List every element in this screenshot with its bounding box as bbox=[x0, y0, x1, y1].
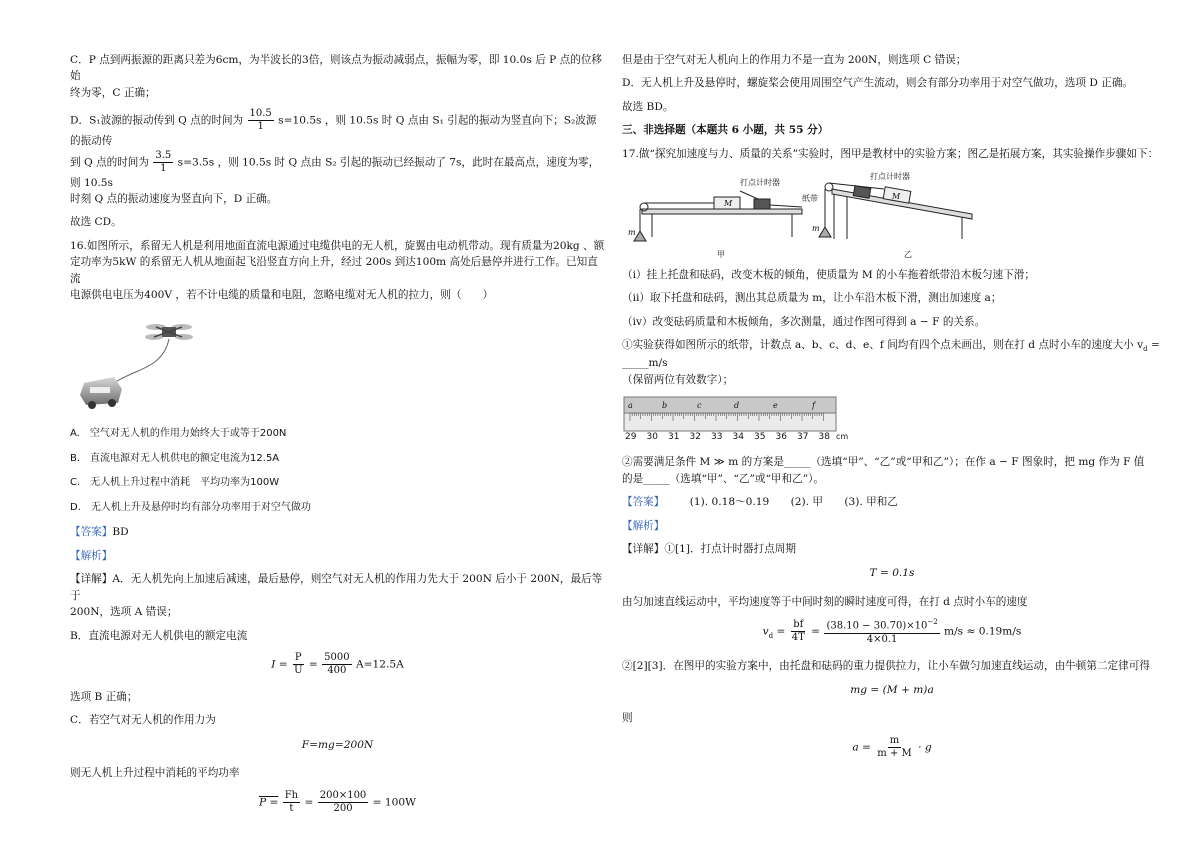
ruler-number: 30 bbox=[646, 432, 658, 442]
ruler-unit: cm bbox=[836, 432, 849, 442]
answer-1: (1). 0.18～0.19 bbox=[689, 496, 770, 509]
text-segment: D．S₁波源的振动传到 Q 点的时间为 bbox=[70, 114, 244, 127]
answer-line bbox=[70, 524, 605, 540]
question-16-stem: 16.如图所示，系留无人机是利用地面直流电源通过电缆供电的无人机，旋翼由电动机带动。现有质量为20kg 、额 定功率为5kW 的系留无人机从地面起飞沿竖直方向上升，经过 200s 到达100m 高处后悬停并进行工作。已知直流 电源供电电压为400V ，若不计电缆的质量和电阻，忽略电缆对无人机的拉力，则（ ） bbox=[70, 239, 605, 302]
detail-power: 则无人机上升过程中消耗的平均功率 bbox=[70, 767, 240, 780]
right-text-3: 故选 BD。 bbox=[622, 100, 674, 113]
answer-tag: 【答案】 bbox=[70, 526, 113, 539]
tape-point-label: c bbox=[697, 401, 702, 411]
detail-c: C．若空气对无人机的作用力为 bbox=[70, 714, 216, 727]
label-timer: 打点计时器 bbox=[870, 172, 910, 182]
equation-acceleration: a = $\frac{m}{m + M}$ · g bbox=[852, 734, 932, 759]
right-text-2: D．无人机上升及悬停时，螺旋桨会使用周围空气产生流动，则会有部分功率用于对空气做功，选项 D 正确。 bbox=[622, 77, 1134, 90]
detail-4: 则 bbox=[622, 712, 633, 725]
ruler-number: 32 bbox=[689, 432, 701, 442]
drone bbox=[145, 324, 193, 340]
answer-tag: 【答案】 bbox=[622, 496, 665, 509]
tape-point-label: f bbox=[812, 401, 815, 411]
equation-force: F=mg=200N bbox=[301, 738, 374, 751]
equation-velocity: $v_d$ = $\frac{bf}{4T}$ = $\frac{(38.10 - 30.70)\times 10^{-2}}{4\times 0.1}$ m/s ≈ 0.19m/s bbox=[762, 618, 1022, 645]
step-1: （ⅰ）挂上托盘和砝码，改变木板的倾角，使质量为 M 的小车拖着纸带沿木板匀速下滑； bbox=[622, 269, 1035, 282]
tape-point-label: a bbox=[628, 401, 633, 411]
label-tape: 纸带 bbox=[802, 194, 818, 204]
answer-value: BD bbox=[112, 526, 129, 539]
label-m: m bbox=[812, 224, 820, 234]
label-M: M bbox=[892, 192, 901, 202]
text-segment: 到 Q 点的时间为 bbox=[70, 156, 149, 169]
fraction: $\frac{10.5}{1}$ bbox=[249, 108, 272, 133]
tape-point-label: b bbox=[662, 401, 668, 411]
label-m: m bbox=[628, 228, 636, 238]
label-jia: 甲 bbox=[717, 250, 725, 260]
detail-3: ②[2][3]．在图甲的实验方案中，由托盘和砝码的重力提供拉力，让小车做匀加速直线运动，由牛顿第二定律可得 bbox=[622, 659, 1150, 672]
tape-point-label: e bbox=[773, 401, 778, 411]
ruler-number: 31 bbox=[668, 432, 680, 442]
equation-newton: mg = (M + m)a bbox=[850, 684, 934, 696]
answer-line bbox=[622, 494, 1162, 510]
detail-a: 【详解】A．无人机先向上加速后减速，最后悬停，则空气对无人机的作用力先大于 200N 后小于 200N，最后等于 200N，选项 A 错误； bbox=[70, 573, 603, 619]
tethered-drone-figure bbox=[74, 313, 234, 418]
paper-tape-ruler bbox=[622, 395, 1162, 446]
equation-current: I = $\frac{P}{U}$ = $\frac{5000}{400}$ A=12.5A bbox=[271, 651, 404, 676]
equation-period: T = 0.1s bbox=[869, 567, 915, 580]
option-b: B. 直流电源对无人机供电的额定电流为12.5A bbox=[70, 452, 280, 464]
analysis-tag: 【解析】 bbox=[70, 549, 113, 562]
ruler-number: 33 bbox=[711, 432, 723, 442]
detail-b-ok: 选项 B 正确； bbox=[70, 690, 138, 703]
equation-power: P = $\frac{Fh}{t}$ = $\frac{200\times 100}{200}$ = 100W bbox=[258, 789, 417, 814]
ruler-number: 34 bbox=[732, 432, 744, 442]
right-text-1: 但是由于空气对无人机向上的作用力不是一直为 200N，则选项 C 错误； bbox=[622, 54, 967, 66]
fraction: $\frac{3.5}{1}$ bbox=[155, 149, 172, 174]
text-line: 终为零，C 正确； bbox=[70, 86, 156, 99]
label-timer: 打点计时器 bbox=[740, 178, 780, 188]
ruler-number: 37 bbox=[797, 432, 809, 442]
ruler-number: 35 bbox=[754, 432, 766, 442]
experiment-figure bbox=[622, 169, 1162, 261]
ground-vehicle bbox=[80, 377, 122, 409]
figure-jia bbox=[634, 191, 802, 241]
label-yi: 乙 bbox=[904, 250, 912, 260]
option-d-explanation bbox=[70, 108, 605, 207]
tape-point-label: d bbox=[734, 401, 740, 411]
ruler-number: 29 bbox=[625, 432, 637, 442]
detail-b: B．直流电源对无人机供电的额定电流 bbox=[70, 629, 248, 642]
ruler-number: 38 bbox=[818, 432, 830, 442]
text-line: C．P 点到两振源的距离只差为6cm，为半波长的3倍，则该点为振动减弱点，振幅为零，即 10.0s 后 P 点的位移始 bbox=[70, 54, 603, 83]
answer-3: (3). 甲和乙 bbox=[844, 496, 898, 509]
subquestion-1: ①实验获得如图所示的纸带，计数点 a、b、c、d、e、f 间均有四个点未画出，则在打 d 点时小车的速度大小 $v_d$ = _____m/s （保留两位有效数字）； bbox=[622, 339, 1160, 386]
option-c: C. 无人机上升过程中消耗 平均功率为100W bbox=[70, 477, 280, 489]
option-a: A. 空气对无人机的作用力始终大于或等于200N bbox=[70, 428, 287, 440]
answer-2: (2). 甲 bbox=[790, 496, 823, 509]
section-heading: 三、非选择题（本题共 6 小题，共 55 分） bbox=[622, 124, 829, 137]
text-segment: s=3.5s ，则 10.5s 时 Q 点由 S₂ 引起的振动已经振动了 7s，此时在最高点，速度为零，则 10.5s bbox=[70, 156, 600, 189]
option-d: D. 无人机上升及悬停时均有部分功率用于对空气做功 bbox=[70, 501, 311, 513]
subquestion-2: ②需要满足条件 M ≫ m 的方案是_____（选填“甲”、“乙”或“甲和乙”）；在作 a − F 图象时，把 mg 作为 F 值 的是_____（选填“甲”、“乙”或“甲和乙”）。 bbox=[622, 456, 1145, 485]
step-3: （ⅳ）改变砝码质量和木板倾角，多次测量，通过作图可得到 a − F 的关系。 bbox=[622, 315, 986, 328]
left-column bbox=[70, 52, 605, 827]
text-segment: 时刻 Q 点的振动速度为竖直向下，D 正确。 bbox=[70, 193, 278, 206]
ruler-number: 36 bbox=[775, 432, 787, 442]
option-c-explanation bbox=[70, 52, 605, 101]
text-segment: s=10.5s ，则 10.5s 时 Q 点由 S₁ 引起的振动为竖直向下；S₂波源的振动传 bbox=[70, 114, 597, 148]
detail-1: 【详解】①[1]．打点计时器打点周期 bbox=[622, 543, 796, 556]
detail-2: 由匀加速直线运动中，平均速度等于中间时刻的瞬时速度可得，在打 d 点时小车的速度 bbox=[622, 595, 1028, 608]
ruler-svg bbox=[622, 395, 852, 441]
question-17-stem: 17.做“探究加速度与力、质量的关系”实验时，图甲是教材中的实验方案；图乙是拓展方案，其实验操作步骤如下： bbox=[622, 147, 1159, 160]
step-2: （ⅱ）取下托盘和砝码，测出其总质量为 m，让小车沿木板下滑，测出加速度 a； bbox=[622, 292, 1002, 305]
right-column bbox=[622, 52, 1162, 772]
conclusion: 故选 CD。 bbox=[70, 216, 122, 229]
label-M: M bbox=[724, 199, 733, 209]
analysis-tag: 【解析】 bbox=[622, 519, 665, 532]
